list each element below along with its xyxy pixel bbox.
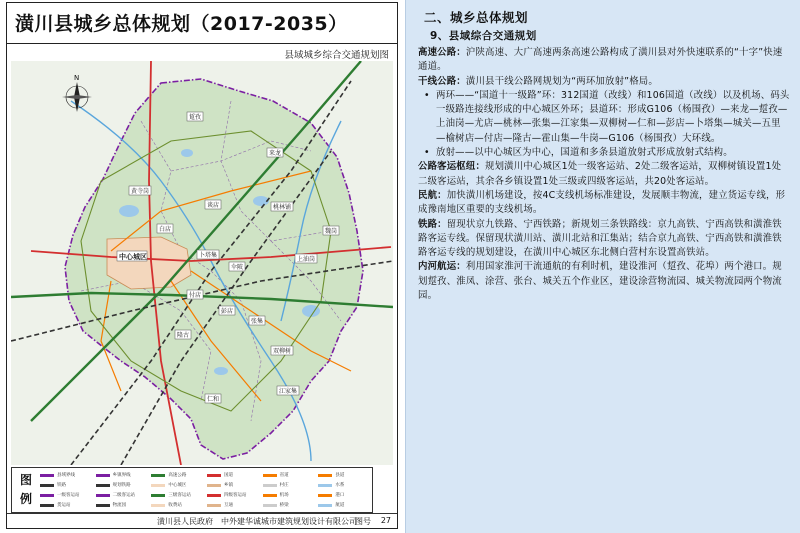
- svg-text:仁和: 仁和: [207, 396, 220, 403]
- paragraph-heading: 民航：: [418, 189, 447, 201]
- legend-item: [40, 480, 92, 490]
- section-title: 二、城乡总体规划: [424, 10, 529, 25]
- legend-swatch-icon: [207, 494, 221, 497]
- svg-text:谈店: 谈店: [207, 202, 220, 209]
- place-label: [277, 386, 299, 395]
- place-label: [323, 226, 339, 235]
- paragraph-body: 规划潢川中心城区1处一级客运站、2处二级客运站，双柳树镇设置1处二级客运站，其余各乡镇设置1处三级或四级客运站，共20处客运站。: [418, 161, 782, 187]
- legend-item-label: 货运站: [57, 503, 71, 508]
- legend-item: [318, 500, 370, 510]
- legend-swatch-icon: [318, 504, 332, 507]
- legend-item: [207, 500, 259, 510]
- paragraph-heading: 干线公路：: [418, 75, 466, 87]
- legend-item-label: 乡镇界线: [112, 473, 131, 478]
- paragraph-heading: 铁路：: [418, 218, 447, 230]
- legend-swatch-icon: [318, 494, 332, 497]
- legend-swatch-icon: [151, 474, 165, 477]
- place-label: [295, 254, 317, 263]
- place-label: [271, 202, 293, 211]
- legend-item-label: 三级客运站: [168, 493, 191, 498]
- legend-item-label: 乡镇: [224, 483, 233, 488]
- place-label: [129, 186, 151, 195]
- bullet-dot-icon: •: [424, 147, 430, 159]
- legend-item-label: 中心城区: [168, 483, 187, 488]
- footer-figure-number: 27: [380, 516, 391, 525]
- legend-item-label: 国道: [224, 473, 233, 478]
- paragraph-body: 潢川县干线公路网规划为“两环加放射”格局。: [465, 75, 658, 87]
- legend-item: [318, 470, 370, 480]
- legend-item-label: 港口: [335, 493, 345, 498]
- place-label: [175, 330, 191, 339]
- legend-item: [40, 470, 92, 480]
- legend-item: [263, 500, 315, 510]
- legend-item: [96, 470, 148, 480]
- legend-item: [263, 490, 315, 500]
- svg-text:上油岗: 上油岗: [297, 256, 316, 263]
- paragraph-aviation: [418, 189, 790, 218]
- map-title: 潢川县城乡总体规划（2017-2035）: [15, 13, 348, 35]
- legend-item: [207, 470, 259, 480]
- legend-item-label: 机场: [279, 493, 289, 498]
- legend-item-label: 四级客运站: [224, 493, 247, 498]
- paragraph-waterway: [418, 260, 790, 303]
- place-label: [271, 346, 293, 355]
- paragraph-heading: 公路客运枢纽：: [418, 161, 486, 173]
- legend-swatch-icon: [151, 484, 165, 487]
- svg-text:来龙: 来龙: [269, 150, 282, 157]
- place-label: [219, 306, 235, 315]
- bullet-dot-icon: •: [424, 89, 430, 101]
- legend-swatch-icon: [207, 504, 221, 507]
- paragraph-body: 留现状京九铁路、宁西铁路；新规划三条铁路线：京九高铁、宁西高铁和潢淮铁路客运专线。保留现状潢川站、潢川北站和江集站；结合京九高铁、宁西高铁和潢淮铁路客运专线的规划建设，在潢川中心城区东北侧白营村东设置高铁站。: [418, 218, 782, 259]
- legend-swatch-icon: [40, 484, 54, 487]
- legend-item: [151, 480, 203, 490]
- place-label: [187, 290, 203, 299]
- legend-swatch-icon: [151, 504, 165, 507]
- svg-text:付店: 付店: [189, 292, 202, 299]
- legend-item-label: 县道: [335, 473, 345, 478]
- legend-item: [207, 490, 259, 500]
- svg-text:黄寺岗: 黄寺岗: [131, 188, 150, 195]
- paragraph-body: 加快潢川机场建设，按4C支线机场标准建设，发展顺丰物流，建立货运专线，形成豫南地区重要的支线机场。: [418, 189, 786, 216]
- legend-item: [151, 490, 203, 500]
- legend-item: [40, 500, 92, 510]
- legend-grid: [40, 470, 370, 510]
- legend-swatch-icon: [263, 484, 277, 487]
- legend-swatch-icon: [207, 474, 221, 477]
- place-label: [229, 262, 245, 271]
- legend-item-label: 县域界线: [57, 473, 75, 478]
- legend-item-label: 水系: [335, 483, 345, 488]
- legend-swatch-icon: [96, 504, 110, 507]
- legend-swatch-icon: [40, 494, 54, 497]
- north-letter: N: [74, 74, 80, 82]
- legend-item: [96, 480, 148, 490]
- place-label: [249, 316, 265, 325]
- legend-item-label: 规划铁路: [112, 483, 131, 488]
- legend-swatch-icon: [263, 474, 277, 477]
- legend-swatch-icon: [40, 474, 54, 477]
- place-label: [267, 148, 283, 157]
- legend-item-label: 二级客运站: [112, 493, 136, 498]
- svg-text:隆古: 隆古: [177, 332, 190, 339]
- paragraph-trunk-road: [418, 75, 790, 89]
- svg-text:彭店: 彭店: [221, 308, 234, 315]
- legend-item-label: 铁路: [57, 483, 66, 488]
- legend-item: [151, 500, 203, 510]
- legend-item-label: 互通: [224, 503, 233, 508]
- bullet-text: 放射——以中心城区为中心，国道和多条县道放射式形成放射式结构。: [436, 147, 733, 159]
- legend-swatch-icon: [96, 494, 110, 497]
- legend-item: [207, 480, 259, 490]
- place-label: [157, 224, 173, 233]
- legend-swatch-icon: [318, 474, 332, 477]
- svg-text:伞陂: 伞陂: [231, 264, 244, 271]
- place-label: [197, 250, 219, 259]
- paragraph-heading: 内河航运：: [418, 261, 466, 273]
- paragraph-body: 沪陕高速、大广高速两条高速公路构成了潢川县对外快速联系的“十字”快速通道。: [418, 47, 783, 73]
- paragraph-heading: 高速公路：: [418, 47, 466, 58]
- bullet-radial: [424, 146, 790, 160]
- bullet-text: 两环——“国道十一级路”环：312国道（改线）和106国道（改线）以及机场、码头一级路连接线形成的中心城区外环；县道环：形成G106（杨围孜）—来龙—踅孜—上油岗—尤店—桃林—张集—江家集—双柳树—仁和—彭店—卜塔集—城关—五里—榆树店—付店—隆古—霍山集—牛岗—G106（杨围孜）大环线。: [436, 89, 790, 144]
- svg-text:魏岗: 魏岗: [325, 228, 338, 235]
- subsection-title: 9、县域综合交通规划: [430, 30, 537, 42]
- legend-item-label: 高速公路: [168, 473, 187, 478]
- legend-swatch-icon: [318, 484, 332, 487]
- map-footer: [7, 513, 397, 528]
- legend-item: [151, 470, 203, 480]
- legend-swatch-icon: [96, 474, 110, 477]
- legend-title: 图例: [19, 473, 32, 506]
- footer-organization: 潢川县人民政府 中外建华诚城市建筑规划设计有限公司: [157, 517, 357, 526]
- map-sheet: [6, 2, 398, 529]
- legend-item-label: 省道: [279, 473, 289, 478]
- paragraph-railway: [418, 218, 790, 261]
- legend-swatch-icon: [40, 504, 54, 507]
- paragraph-expressway: [418, 46, 790, 75]
- place-label: [117, 251, 147, 261]
- legend-item: [263, 480, 315, 490]
- legend-item-label: 物流园: [112, 503, 127, 508]
- title-divider: [7, 43, 397, 44]
- place-label: [187, 112, 203, 121]
- paragraph-passenger-hub: [418, 160, 790, 189]
- county-map: [11, 61, 393, 465]
- text-panel: [405, 0, 800, 533]
- legend-item: [318, 490, 370, 500]
- svg-text:张集: 张集: [251, 318, 264, 325]
- svg-text:桃林铺: 桃林铺: [273, 204, 292, 211]
- legend-swatch-icon: [263, 504, 277, 507]
- legend-item-label: 桥梁: [279, 503, 289, 508]
- paragraph-body: 利用国家淮河干流通航的有利时机，建设淮河（踅孜、花埠）两个港口。规划踅孜、淮凤、涂营、张台、城关五个作业区，建设涂营物流园、城关物流园两个物流园。: [418, 261, 782, 302]
- legend-swatch-icon: [151, 494, 165, 497]
- legend-item-label: 村庄: [279, 483, 289, 488]
- legend-item: [318, 480, 370, 490]
- svg-text:卜塔集: 卜塔集: [199, 252, 218, 259]
- legend-item-label: 航道: [335, 503, 345, 508]
- legend-item: [96, 490, 148, 500]
- map-legend: [11, 467, 373, 513]
- svg-text:双柳树: 双柳树: [273, 348, 292, 355]
- legend-item: [40, 490, 92, 500]
- legend-swatch-icon: [207, 484, 221, 487]
- place-label: [205, 200, 221, 209]
- map-subtitle: 县域城乡综合交通规划图: [284, 50, 389, 61]
- bullet-two-rings: [424, 89, 790, 146]
- legend-swatch-icon: [96, 484, 110, 487]
- map-area: [11, 61, 393, 465]
- svg-text:踅孜: 踅孜: [189, 114, 202, 121]
- svg-text:白店: 白店: [159, 226, 172, 233]
- place-label: [205, 394, 221, 403]
- legend-item: [263, 470, 315, 480]
- footer-figure-label: 图号: [355, 517, 371, 526]
- svg-text:江家集: 江家集: [279, 388, 298, 395]
- legend-swatch-icon: [263, 494, 277, 497]
- legend-item-label: 收费站: [168, 503, 182, 508]
- svg-text:中心城区: 中心城区: [119, 253, 147, 261]
- legend-item-label: 一级客运站: [57, 493, 80, 498]
- legend-item: [96, 500, 148, 510]
